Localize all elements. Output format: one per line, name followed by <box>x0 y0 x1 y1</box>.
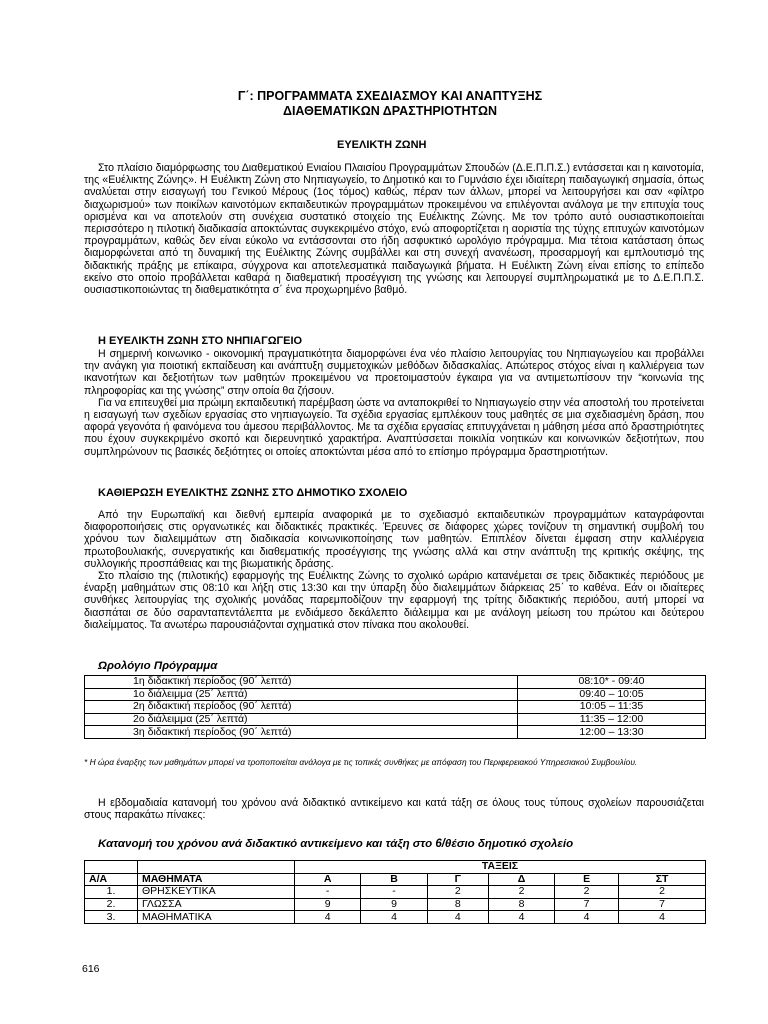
hours-cell: - <box>361 886 427 899</box>
weekly-paragraph <box>84 797 704 821</box>
col-subject-header: ΜΑΘΗΜΑΤΑ <box>138 873 295 886</box>
schedule-row <box>85 676 706 689</box>
hours-cell: 4 <box>488 911 554 924</box>
hours-cell: 9 <box>295 898 361 911</box>
grade-header: Δ <box>488 873 554 886</box>
grades-group-header: ΤΑΞΕΙΣ <box>295 861 706 874</box>
schedule-footnote: * Η ώρα έναρξης των μαθημάτων μπορεί να τροποποιείται ανάλογα με τις τοπικές συνθήκες με απόφαση του Περιφερειακού Υπηρεσιακού Συμβουλίου. <box>84 757 638 767</box>
schedule-time: 10:05 – 11:35 <box>518 701 706 714</box>
schedule-row <box>85 688 706 701</box>
row-number: 1. <box>85 886 138 899</box>
hours-cell: - <box>295 886 361 899</box>
hours-cell: 8 <box>427 898 488 911</box>
kindergarten-section <box>84 348 704 458</box>
hours-cell: 4 <box>295 911 361 924</box>
row-number: 2. <box>85 898 138 911</box>
schedule-row <box>85 726 706 739</box>
primary-paragraph-1: Από την Ευρωπαϊκή και διεθνή εμπειρία αναφορικά με το σχεδιασμό εκπαιδευτικών προγραμμάτων καταγράφονται διαφοροποιήσεις στις οργανωτικές και διδακτικές πρακτικές. Έρευνες σε διάφορες χώρες τονίζουν τη σημαντική συμβολή του χρόνου των διαλειμμάτων στη διαδικασία κοινωνικοποίησης των μαθητών. Επιπλέον δίνεται έμφαση στην καλλιέργεια πρωτοβουλιακής, συνεργατικής και διαθεματικής προσέγγισης της γνώσης αλλά και στην ανάπτυξη της κριτικής σκέψης, της συλλογικής προσπάθειας και της βιωματικής δράσης. <box>84 509 704 570</box>
grade-header: ΣΤ <box>619 873 706 886</box>
table-row <box>85 886 706 899</box>
hours-cell: 9 <box>361 898 427 911</box>
empty-header-cell <box>85 861 138 874</box>
kindergarten-paragraph-1: Η σημερινή κοινωνικο - οικονομική πραγματικότητα διαμορφώνει ένα νέο πλαίσιο λειτουργίας του Νηπιαγωγείου και προβάλλει την ανάγκη για ποιοτική εκπαίδευση και ανάπτυξη συμμετοχικών μεθόδων διδασκαλίας. Απώτερος στόχος είναι η καλλιέργεια των ικανοτήτων και δεξιοτήτων των μαθητών προκειμένου να προετοιμαστούν έγκαιρα για να αντιμετωπίσουν την “κοινωνία της πληροφορίας και της γνώσης” στην οποία θα ζήσουν. <box>84 348 704 397</box>
document-title <box>70 89 710 119</box>
hours-cell: 4 <box>361 911 427 924</box>
schedule-time: 11:35 – 12:00 <box>518 713 706 726</box>
schedule-heading: Ωρολόγιο Πρόγραμμα <box>98 660 218 672</box>
grade-header: Ε <box>555 873 619 886</box>
subject-name: ΘΡΗΣΚΕΥΤΙΚΑ <box>138 886 295 899</box>
grade-header: Β <box>361 873 427 886</box>
title-line-2: ΔΙΑΘΕΜΑΤΙΚΩΝ ΔΡΑΣΤΗΡΙΟΤΗΤΩΝ <box>282 104 498 118</box>
primary-paragraph-2: Στο πλαίσιο της (πιλοτικής) εφαρμογής της Ευέλικτης Ζώνης το σχολικό ωράριο κατανέμεται σε τρεις διδακτικές περιόδους με έναρξη μαθημάτων στις 08:10 και λήξη στις 13:30 και την ύπαρξη δύο διαλειμμάτων διάρκειας 25΄ το καθένα. Εάν οι ιδιαίτερες συνθήκες λειτουργίας της σχολικής μονάδας παρεμποδίζουν την εφαρμογή της τρίτης διδακτικής περιόδου, αυτή μπορεί να διασπάται σε δύο σαρανταπεντάλεπτα με ενδιάμεσο δεκάλεπτο διάλειμμα και με ανάλογη μείωση του πρώτου και δεύτερου διαλείμματος. Τα ανωτέρω παρουσιάζονται σχηματικά στον πίνακα που ακολουθεί. <box>84 570 704 631</box>
grade-header: Α <box>295 873 361 886</box>
primary-section <box>84 509 704 631</box>
row-number: 3. <box>85 911 138 924</box>
page-number: 616 <box>82 963 100 975</box>
schedule-time: 08:10* - 09:40 <box>518 676 706 689</box>
schedule-time: 09:40 – 10:05 <box>518 688 706 701</box>
schedule-period-label: 2η διδακτική περίοδος (90΄ λεπτά) <box>85 701 518 714</box>
weekly-text: Η εβδομαδιαία κατανομή του χρόνου ανά διδακτικό αντικείμενο και κατά τάξη σε όλους τους τύπους σχολείων παρουσιάζεται στους παρακάτω πίνακες: <box>84 797 704 822</box>
subjects-table <box>84 860 706 924</box>
schedule-row <box>85 713 706 726</box>
schedule-time: 12:00 – 13:30 <box>518 726 706 739</box>
hours-cell: 7 <box>555 898 619 911</box>
table-row <box>85 898 706 911</box>
hours-cell: 2 <box>488 886 554 899</box>
hours-cell: 4 <box>427 911 488 924</box>
subjects-table-heading: Κατανομή του χρόνου ανά διδακτικό αντικείμενο και τάξη στο 6/θέσιο δημοτικό σχολείο <box>98 838 574 850</box>
hours-cell: 4 <box>555 911 619 924</box>
schedule-period-label: 1ο διάλειμμα (25΄ λεπτά) <box>85 688 518 701</box>
kindergarten-paragraph-2: Για να επιτευχθεί μια πρώιμη εκπαιδευτική παρέμβαση ώστε να ανταποκριθεί το Νηπιαγωγείο στην νέα αποστολή του προτείνεται η εισαγωγή των σχεδίων εργασίας στο νηπιαγωγείο. Τα σχέδια εργασίας εμπλέκουν τους μαθητές σε μια σχεδιασμένη δράση, που αφορά γεγονότα ή φαινόμενα του άμεσου περιβάλλοντος. Με τα σχέδια εργασίας επιτυγχάνεται η μάθηση μέσα από δραστηριότητες που έχουν συγκεκριμένο σκοπό και διερευνητικό χαρακτήρα. Αναπτύσσεται ποικιλία νοητικών και κοινωνικών δεξιοτήτων, που συμπληρώνουν τις βασικές δεξιότητες οι οποίες αποκτώνται μέσα από το επίσημο πρόγραμμα δραστηριοτήτων. <box>84 396 704 458</box>
empty-header-cell <box>138 861 295 874</box>
subject-name: ΓΛΩΣΣΑ <box>138 898 295 911</box>
kindergarten-heading: Η ΕΥΕΛΙΚΤΗ ΖΩΝΗ ΣΤΟ ΝΗΠΙΑΓΩΓΕΙΟ <box>98 335 303 347</box>
intro-text: Στο πλαίσιο διαμόρφωσης του Διαθεματικού Ενιαίου Πλαισίου Προγραμμάτων Σπουδών (Δ.Ε.Π.Π.Σ.) εντάσσεται και η καινοτομία, της «Ευέλικτης Ζώνης». Η Ευέλικτη Ζώνη στο Νηπιαγωγείο, το Δημοτικό και το Γυμνάσιο έχει ιδιαίτερη παιδαγωγική σημασία, όπως αναλύεται στην εισαγωγή του Γενικού Μέρους (1ος τόμος) καθώς, πέραν των άλλων, μπορεί να λειτουργήσει και σαν «φίλτρο διαχωρισμού» των ποικίλων καινοτόμων εκπαιδευτικών προγραμμάτων προκειμένου να επιλέγονται ανάλογα με την επιτυχία τους ορισμένα και να αποτελούν στη συνέχεια συστατικό στοιχείο της Ευέλικτης Ζώνης. Με τον τρόπο αυτό ουσιαστικοποιείται περισσότερο η πιλοτική διαδικασία αποκτώντας συγκεκριμένο στόχο, ενώ αποφορτίζεται η αοριστία της τύχης επιτυχών καινοτόμων προγραμμάτων, καθώς δεν είναι εύκολο να εντάσσονται στο ήδη ασφυκτικό ωρολόγιο πρόγραμμα. Μια τέτοια κατάσταση όπως διαμορφώνεται από τη δυναμική της Ευέλικτης Ζώνης συμβάλλει και στη συνεχή ανανέωση, προσαρμογή και εμπλουτισμό της διδακτικής πράξης με επίκαιρα, σύγχρονα και αποτελεσματικά παιδαγωγικά βήματα. Η Ευέλικτη Ζώνη είναι επίσης το επίπεδο εκείνο στο οποίο προβάλλεται καθαρά η διαθεματική προσέγγιση της γνώσης και λειτουργεί συμπληρωματικά με το Δ.Ε.Π.Π.Σ. ουσιαστικοποιώντας τη διαθεματικότητα σ΄ ένα προχωρημένο βαθμό. <box>84 162 704 297</box>
hours-cell: 8 <box>488 898 554 911</box>
col-num-header: Α/Α <box>85 873 138 886</box>
title-line-1: Γ΄: ΠΡΟΓΡΑΜΜΑΤΑ ΣΧΕΔΙΑΣΜΟΥ ΚΑΙ ΑΝΑΠΤΥΞΗΣ <box>237 89 543 103</box>
hours-cell: 2 <box>555 886 619 899</box>
grade-header: Γ <box>427 873 488 886</box>
table-row <box>85 911 706 924</box>
schedule-period-label: 1η διδακτική περίοδος (90΄ λεπτά) <box>85 676 518 689</box>
hours-cell: 7 <box>619 898 706 911</box>
section-subtitle: ΕΥΕΛΙΚΤΗ ΖΩΝΗ <box>337 139 427 151</box>
hours-cell: 2 <box>619 886 706 899</box>
intro-paragraph <box>84 162 704 296</box>
schedule-row <box>85 701 706 714</box>
schedule-period-label: 2ο διάλειμμα (25΄ λεπτά) <box>85 713 518 726</box>
hours-cell: 2 <box>427 886 488 899</box>
schedule-period-label: 3η διδακτική περίοδος (90΄ λεπτά) <box>85 726 518 739</box>
hours-cell: 4 <box>619 911 706 924</box>
subject-name: ΜΑΘΗΜΑΤΙΚΑ <box>138 911 295 924</box>
schedule-table <box>84 675 706 739</box>
primary-heading: ΚΑΘΙΕΡΩΣΗ ΕΥΕΛΙΚΤΗΣ ΖΩΝΗΣ ΣΤΟ ΔΗΜΟΤΙΚΟ ΣΧΟΛΕΙΟ <box>98 487 408 499</box>
